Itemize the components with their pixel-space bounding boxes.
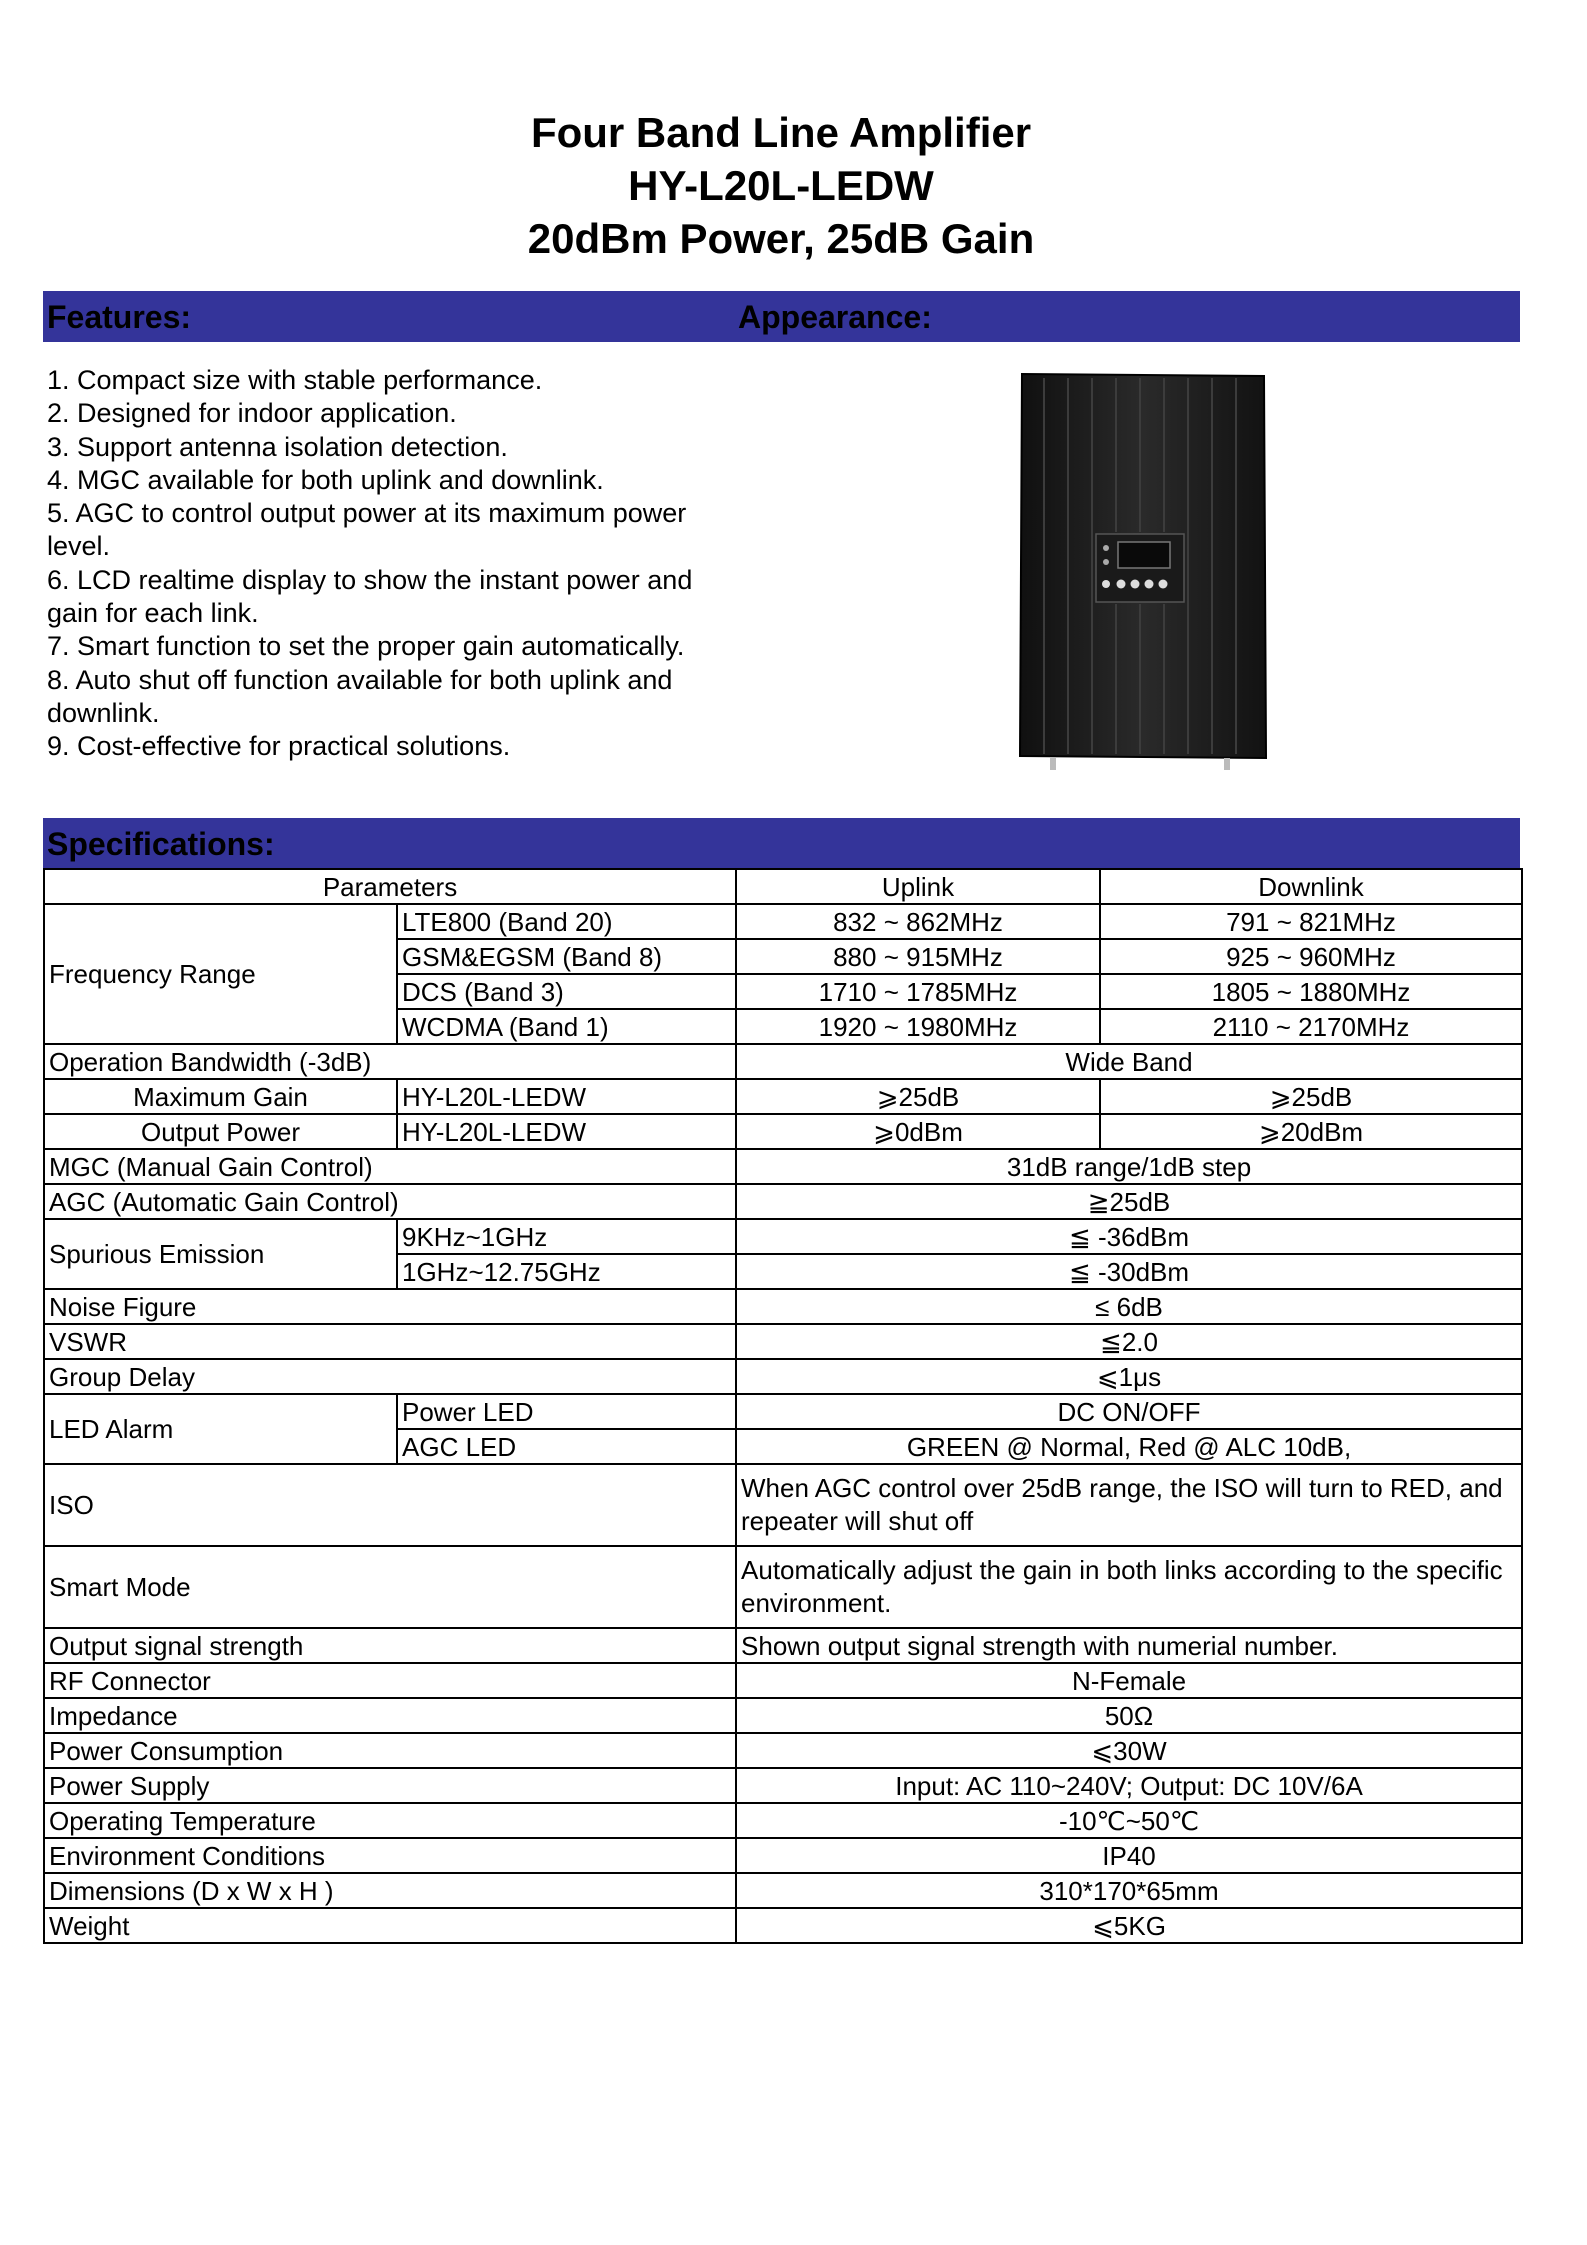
header-parameters: Parameters [44,869,736,904]
features-list [47,364,707,764]
downlink-value: 1805 ~ 1880MHz [1100,974,1522,1009]
uplink-value: 1920 ~ 1980MHz [736,1009,1100,1044]
param-label: Power Consumption [44,1733,736,1768]
param-label: Weight [44,1908,736,1943]
table-row [44,1219,1522,1254]
param-value: When AGC control over 25dB range, the ISO will turn to RED, and repeater will shut off [736,1464,1522,1546]
title-line-3: 20dBm Power, 25dB Gain [527,215,1035,262]
param-value: ≤ 6dB [736,1289,1522,1324]
downlink-value: ⩾25dB [1100,1079,1522,1114]
features-header-band [43,291,1520,342]
table-row [44,1698,1522,1733]
param-value: Shown output signal strength with numerial number. [736,1628,1522,1663]
table-row [44,1546,1522,1628]
param-value: ≧25dB [736,1184,1522,1219]
param-value: ⩽1μs [736,1359,1522,1394]
param-value: ≦2.0 [736,1324,1522,1359]
specifications-heading: Specifications: [47,826,275,862]
table-row [44,1873,1522,1908]
uplink-value: 880 ~ 915MHz [736,939,1100,974]
table-row [44,904,1522,939]
param-value: Wide Band [736,1044,1522,1079]
sub-param: AGC LED [397,1429,736,1464]
table-row [44,1079,1522,1114]
table-row [44,1394,1522,1429]
param-value: IP40 [736,1838,1522,1873]
feature-item: 2. Designed for indoor application. [47,398,457,429]
param-value: DC ON/OFF [736,1394,1522,1429]
downlink-value: ⩾20dBm [1100,1114,1522,1149]
band-name: WCDMA (Band 1) [397,1009,736,1044]
feature-item: 7. Smart function to set the proper gain automatically. [47,631,685,662]
param-value: ⩽5KG [736,1908,1522,1943]
param-value: ≦ -36dBm [736,1219,1522,1254]
downlink-value: 925 ~ 960MHz [1100,939,1522,974]
downlink-value: 2110 ~ 2170MHz [1100,1009,1522,1044]
band-name: LTE800 (Band 20) [397,904,736,939]
page-title [0,106,1562,265]
param-label: Noise Figure [44,1289,736,1324]
feature-item: 8. Auto shut off function available for both uplink and downlink. [47,664,673,728]
param-value: GREEN @ Normal, Red @ ALC 10dB, [736,1429,1522,1464]
sub-param: 9KHz~1GHz [397,1219,736,1254]
table-row [44,1663,1522,1698]
led-alarm-label: LED Alarm [44,1394,397,1464]
param-label: Impedance [44,1698,736,1733]
table-row [44,1803,1522,1838]
param-label: MGC (Manual Gain Control) [44,1149,736,1184]
param-label: RF Connector [44,1663,736,1698]
specifications-table [43,868,1523,1944]
table-row [44,1184,1522,1219]
feature-item: 9. Cost-effective for practical solutions. [47,731,511,762]
sub-param: Power LED [397,1394,736,1429]
param-label: Power Supply [44,1768,736,1803]
table-header-row [44,869,1522,904]
param-label: AGC (Automatic Gain Control) [44,1184,736,1219]
feature-item: 6. LCD realtime display to show the instant power and gain for each link. [47,564,693,629]
param-value: N-Female [736,1663,1522,1698]
param-label: Maximum Gain [44,1079,397,1114]
specifications-header-band [43,818,1520,869]
param-label: Output Power [44,1114,397,1149]
sub-param: 1GHz~12.75GHz [397,1254,736,1289]
param-label: Group Delay [44,1359,736,1394]
table-row [44,1289,1522,1324]
table-row [44,1149,1522,1184]
param-value: -10℃~50℃ [736,1803,1522,1838]
param-value: ⩽30W [736,1733,1522,1768]
table-row [44,1628,1522,1663]
table-row [44,1768,1522,1803]
model-name: HY-L20L-LEDW [397,1114,736,1149]
title-line-1: Four Band Line Amplifier [530,109,1032,156]
table-row [44,1733,1522,1768]
features-heading: Features: [47,299,192,335]
spurious-emission-label: Spurious Emission [44,1219,397,1289]
table-row [44,1464,1522,1546]
feature-item: 5. AGC to control output power at its maximum power level. [47,498,687,562]
table-row [44,1838,1522,1873]
table-row [44,1359,1522,1394]
uplink-value: 1710 ~ 1785MHz [736,974,1100,1009]
band-name: GSM&EGSM (Band 8) [397,939,736,974]
param-value: 31dB range/1dB step [736,1149,1522,1184]
param-label: Output signal strength [44,1628,736,1663]
table-row [44,1114,1522,1149]
param-value: Input: AC 110~240V; Output: DC 10V/6A [736,1768,1522,1803]
param-label: Smart Mode [44,1546,736,1628]
param-value: ≦ -30dBm [736,1254,1522,1289]
amplifier-device-image [1014,372,1268,772]
feature-item: 1. Compact size with stable performance. [47,365,543,395]
param-value: 310*170*65mm [736,1873,1522,1908]
param-label: Dimensions (D x W x H ) [44,1873,736,1908]
header-downlink: Downlink [1100,869,1522,904]
downlink-value: 791 ~ 821MHz [1100,904,1522,939]
param-value: 50Ω [736,1698,1522,1733]
band-name: DCS (Band 3) [397,974,736,1009]
table-row [44,1908,1522,1943]
param-label: ISO [44,1464,736,1546]
model-name: HY-L20L-LEDW [397,1079,736,1114]
feature-item: 4. MGC available for both uplink and downlink. [47,464,604,495]
param-label: Operating Temperature [44,1803,736,1838]
header-uplink: Uplink [736,869,1100,904]
appearance-heading: Appearance: [738,299,932,335]
uplink-value: 832 ~ 862MHz [736,904,1100,939]
table-row [44,1324,1522,1359]
table-row [44,1044,1522,1079]
uplink-value: ⩾25dB [736,1079,1100,1114]
frequency-range-label: Frequency Range [44,904,397,1044]
param-label: VSWR [44,1324,736,1359]
param-label: Environment Conditions [44,1838,736,1873]
title-line-2: HY-L20L-LEDW [628,162,934,209]
uplink-value: ⩾0dBm [736,1114,1100,1149]
param-value: Automatically adjust the gain in both links according to the specific environment. [736,1546,1522,1628]
feature-item: 3. Support antenna isolation detection. [47,431,508,462]
param-label: Operation Bandwidth (-3dB) [44,1044,736,1079]
